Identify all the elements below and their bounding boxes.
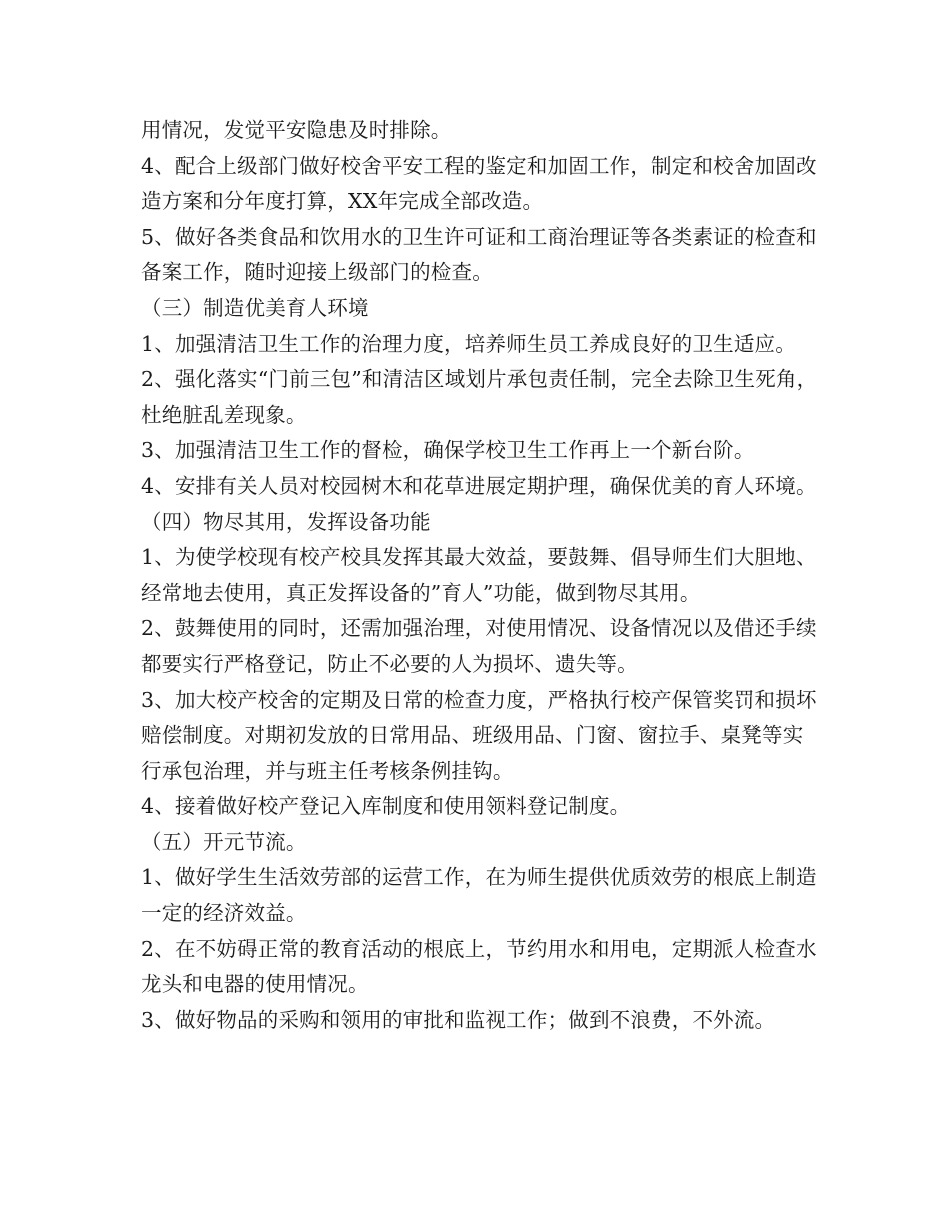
paragraph-section4-item-2: 2、鼓舞使用的同时，还需加强治理，对使用情况、设备情况以及借还手续都要实行严格登记，防止不必要的人为损坏、遗失等。 [141,616,817,676]
paragraph-section5-item-1: 1、做好学生生活效劳部的运营工作，在为师生提供优质效劳的根底上制造一定的经济效益。 [141,865,817,926]
paragraph-section5-item-2: 2、在不妨碍正常的教育活动的根底上，节约用水和用电，定期派人检查水龙头和电器的使用情况。 [141,936,817,997]
section-heading-5: （五）开元节流。 [141,829,307,854]
paragraph-item-5-hygiene-permits: 5、做好各类食品和饮用水的卫生许可证和工商治理证等各类素证的检查和备案工作，随时迎接上级部门的检查。 [141,224,817,285]
paragraph-section3-item-4: 4、安排有关人员对校园树木和花草进展定期护理，确保优美的育人环境。 [141,473,817,498]
paragraph-section4-item-4: 4、接着做好校产登记入库制度和使用领料登记制度。 [141,794,631,819]
paragraph-section4-item-3: 3、加大校产校舍的定期及日常的检查力度，严格执行校产保管奖罚和损坏赔偿制度。对期初发放的日常用品、班级用品、门窗、窗拉手、桌凳等实行承包治理，并与班主任考核条例挂钩。 [141,687,817,783]
paragraph-section4-item-1: 1、为使学校现有校产校具发挥其最大效益，要鼓舞、倡导师生们大胆地、经常地去使用，真正发挥设备的”育人”功能，做到物尽其用。 [141,545,817,605]
paragraph-section3-item-2: 2、强化落实“门前三包”和清洁区域划片承包责任制，完全去除卫生死角，杜绝脏乱差现象。 [141,367,818,427]
document-body [141,113,821,1038]
section-heading-3: （三）制造优美育人环境 [141,295,369,320]
paragraph-section3-item-3: 3、加强清洁卫生工作的督检，确保学校卫生工作再上一个新台阶。 [141,438,755,463]
paragraph-section5-item-3: 3、做好物品的采购和领用的审批和监视工作；做到不浪费，不外流。 [141,1007,776,1032]
paragraph-continuation: 用情况，发觉平安隐患及时排除。 [141,118,452,142]
paragraph-item-4-reinforcement: 4、配合上级部门做好校舍平安工程的鉴定和加固工作，制定和校舍加固改造方案和分年度打算，XX年完成全部改造。 [141,153,817,214]
paragraph-section3-item-1: 1、加强清洁卫生工作的治理力度，培养师生员工养成良好的卫生适应。 [141,331,796,356]
section-heading-4: （四）物尽其用，发挥设备功能 [141,509,431,534]
